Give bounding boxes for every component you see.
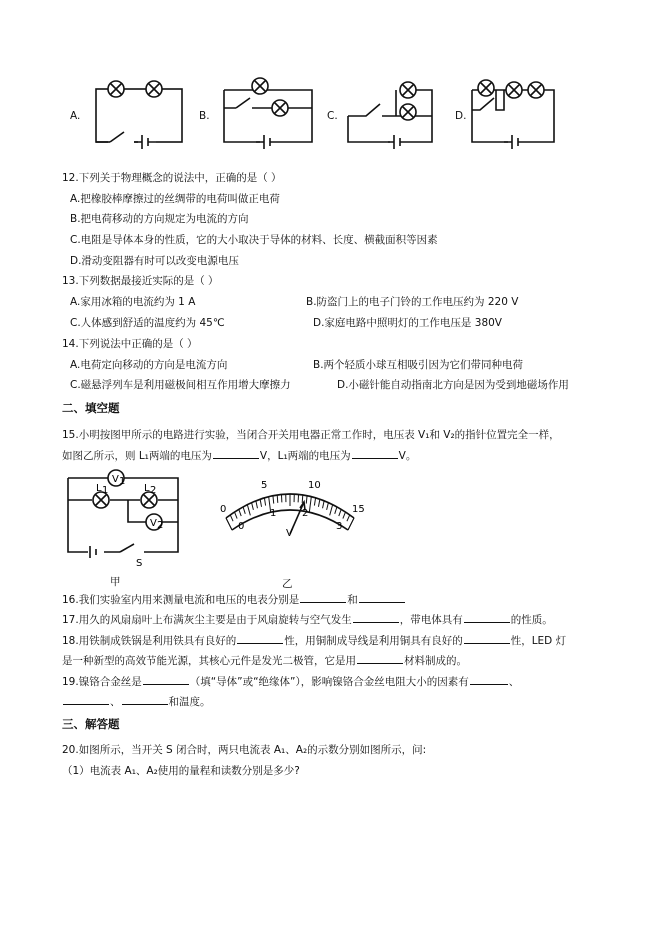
circuit-diagram-c <box>346 76 438 148</box>
figure-jia-circuit <box>62 470 184 569</box>
svg-text:2: 2 <box>157 520 164 531</box>
q14-option-a: A.电荷定向移动的方向是电流方向 <box>70 359 228 371</box>
meter-inner-2: 2 <box>302 508 309 519</box>
meter-tick <box>343 512 346 518</box>
meter-tick <box>302 495 303 503</box>
q15-line2: 如图乙所示，则 L₁两端的电压为 V，L₁两端的电压为 V。 <box>62 450 417 462</box>
q13-option-a: A.家用冰箱的电流约为 1 A <box>70 296 196 308</box>
q14-option-c: C.磁悬浮列车是利用磁极间相互作用增大摩擦力 <box>70 379 291 391</box>
q16-blank-2[interactable] <box>359 592 405 603</box>
figure-yi-caption: 乙 <box>282 578 293 590</box>
q20-line2: （1）电流表 A₁、A₂使用的量程和读数分别是多少? <box>62 765 300 777</box>
q14-stem: 14.下列说法中正确的是（ ） <box>62 338 198 350</box>
q16: 16.我们实验室内用来测量电流和电压的电表分别是 和 <box>62 592 406 607</box>
svg-text:1: 1 <box>119 476 126 487</box>
q17: 17.用久的风扇扇叶上布满灰尘主要是由于风扇旋转与空气发生 ，带电体具有 的性质。 <box>62 614 553 626</box>
fig-switch-label: S <box>136 558 143 569</box>
q15-line1: 15.小明按图甲所示的电路进行实验，当闭合开关用电器正常工作时，电压表 V₁和 V₂的指针位置完全一样， <box>62 429 560 441</box>
section-fill-in-title: 二、填空题 <box>62 401 120 415</box>
meter-tick <box>239 509 241 516</box>
svg-text:1: 1 <box>102 485 109 496</box>
meter-tick <box>327 503 329 510</box>
meter-tick <box>260 499 261 507</box>
q19-line1: 19.镍铬合金丝是 （填“导体”或“绝缘体”），影响镍铬合金丝电阻大小的因素有 、 <box>62 676 520 688</box>
q19-line2: 、 和温度。 <box>62 694 211 709</box>
q13-stem: 13.下列数据最接近实际的是（ ） <box>62 275 219 287</box>
q18-blank-1[interactable] <box>237 633 283 644</box>
meter-unit-label: V <box>286 528 293 539</box>
fig-l2-label: L <box>144 483 150 494</box>
q17-blank-1[interactable] <box>353 612 399 623</box>
q19-blank-4[interactable] <box>122 694 168 705</box>
q15-blank-1[interactable] <box>213 448 259 459</box>
q12-option-b: B.把电荷移动的方向规定为电流的方向 <box>70 213 249 225</box>
q13-option-b: B.防盗门上的电子门铃的工作电压约为 220 V <box>306 296 519 308</box>
meter-tick <box>273 496 274 504</box>
meter-tick <box>243 507 245 514</box>
q18-line2: 是一种新型的高效节能光源，其核心元件是发光二极管，它是用 材料制成的。 <box>62 655 467 667</box>
q12-option-c: C.电阻是导体本身的性质，它的大小取决于导体的材料、长度、横截面积等因素 <box>70 234 438 246</box>
q15-blank-2[interactable] <box>352 448 398 459</box>
meter-tick <box>347 515 350 521</box>
meter-tick <box>318 499 319 507</box>
meter-tick <box>330 505 333 516</box>
meter-outer-10: 10 <box>308 480 321 491</box>
circuit-diagram-d <box>470 76 562 148</box>
circuit-diagram-b <box>222 76 314 148</box>
q20-line1: 20.如图所示，当开关 S 闭合时，两只电流表 A₁、A₂的示数分别如图所示，问: <box>62 744 427 756</box>
meter-tick <box>247 505 250 516</box>
meter-tick <box>314 498 315 506</box>
section-answer-title: 三、解答题 <box>62 717 120 731</box>
q19-blank-3[interactable] <box>63 694 109 705</box>
meter-inner-1: 1 <box>270 508 277 519</box>
q16-blank-1[interactable] <box>300 592 346 603</box>
q13-option-d: D.家庭电路中照明灯的工作电压是 380V <box>313 317 502 329</box>
q18-line1: 18.用铁制成铁锅是利用铁具有良好的 性，用铜制成导线是利用铜具有良好的 性，LED 灯 <box>62 635 567 647</box>
q14-option-d: D.小磁针能自动指南北方向是因为受到地磁场作用 <box>337 379 569 391</box>
meter-outer-15: 15 <box>352 504 365 515</box>
option-a-label: A. <box>70 110 81 122</box>
meter-inner-3: 3 <box>336 521 343 532</box>
q13-option-c: C.人体感到舒适的温度约为 45℃ <box>70 317 225 329</box>
q17-blank-2[interactable] <box>464 612 510 623</box>
circuit-diagram-a <box>94 76 186 148</box>
option-d-label: D. <box>455 110 467 122</box>
q19-blank-2[interactable] <box>470 674 508 685</box>
meter-tick <box>235 512 238 518</box>
meter-tick <box>226 518 232 530</box>
fig-l1-label: L <box>96 483 102 494</box>
meter-tick <box>264 498 265 506</box>
option-b-label: B. <box>199 110 210 122</box>
meter-tick <box>335 507 337 514</box>
meter-tick <box>230 515 233 521</box>
q14-option-b: B.两个轻质小球互相吸引因为它们带同种电荷 <box>313 359 524 371</box>
meter-tick <box>309 497 311 513</box>
meter-tick <box>339 509 341 516</box>
meter-tick <box>256 501 258 508</box>
svg-text:2: 2 <box>150 485 157 496</box>
meter-inner-0: 0 <box>238 521 245 532</box>
fig-v2-label: V <box>150 518 157 529</box>
meter-outer-0: 0 <box>220 504 227 515</box>
figure-jia-caption: 甲 <box>110 576 121 588</box>
q12-option-a: A.把橡胶棒摩擦过的丝绸带的电荷叫做正电荷 <box>70 193 280 205</box>
meter-outer-5: 5 <box>261 480 268 491</box>
option-c-label: C. <box>327 110 338 122</box>
meter-tick <box>277 495 278 503</box>
meter-tick <box>252 503 254 510</box>
q18-blank-3[interactable] <box>357 653 403 664</box>
q12-stem: 12.下列关于物理概念的说法中，正确的是（ ） <box>62 172 282 184</box>
meter-tick <box>348 518 354 530</box>
q12-option-d: D.滑动变阻器有时可以改变电源电压 <box>70 255 239 267</box>
meter-tick <box>323 501 325 508</box>
fig-v1-label: V <box>112 474 119 485</box>
figure-yi-voltmeter <box>212 474 365 574</box>
meter-tick <box>306 496 307 504</box>
q18-blank-2[interactable] <box>464 633 510 644</box>
q19-blank-1[interactable] <box>143 674 189 685</box>
